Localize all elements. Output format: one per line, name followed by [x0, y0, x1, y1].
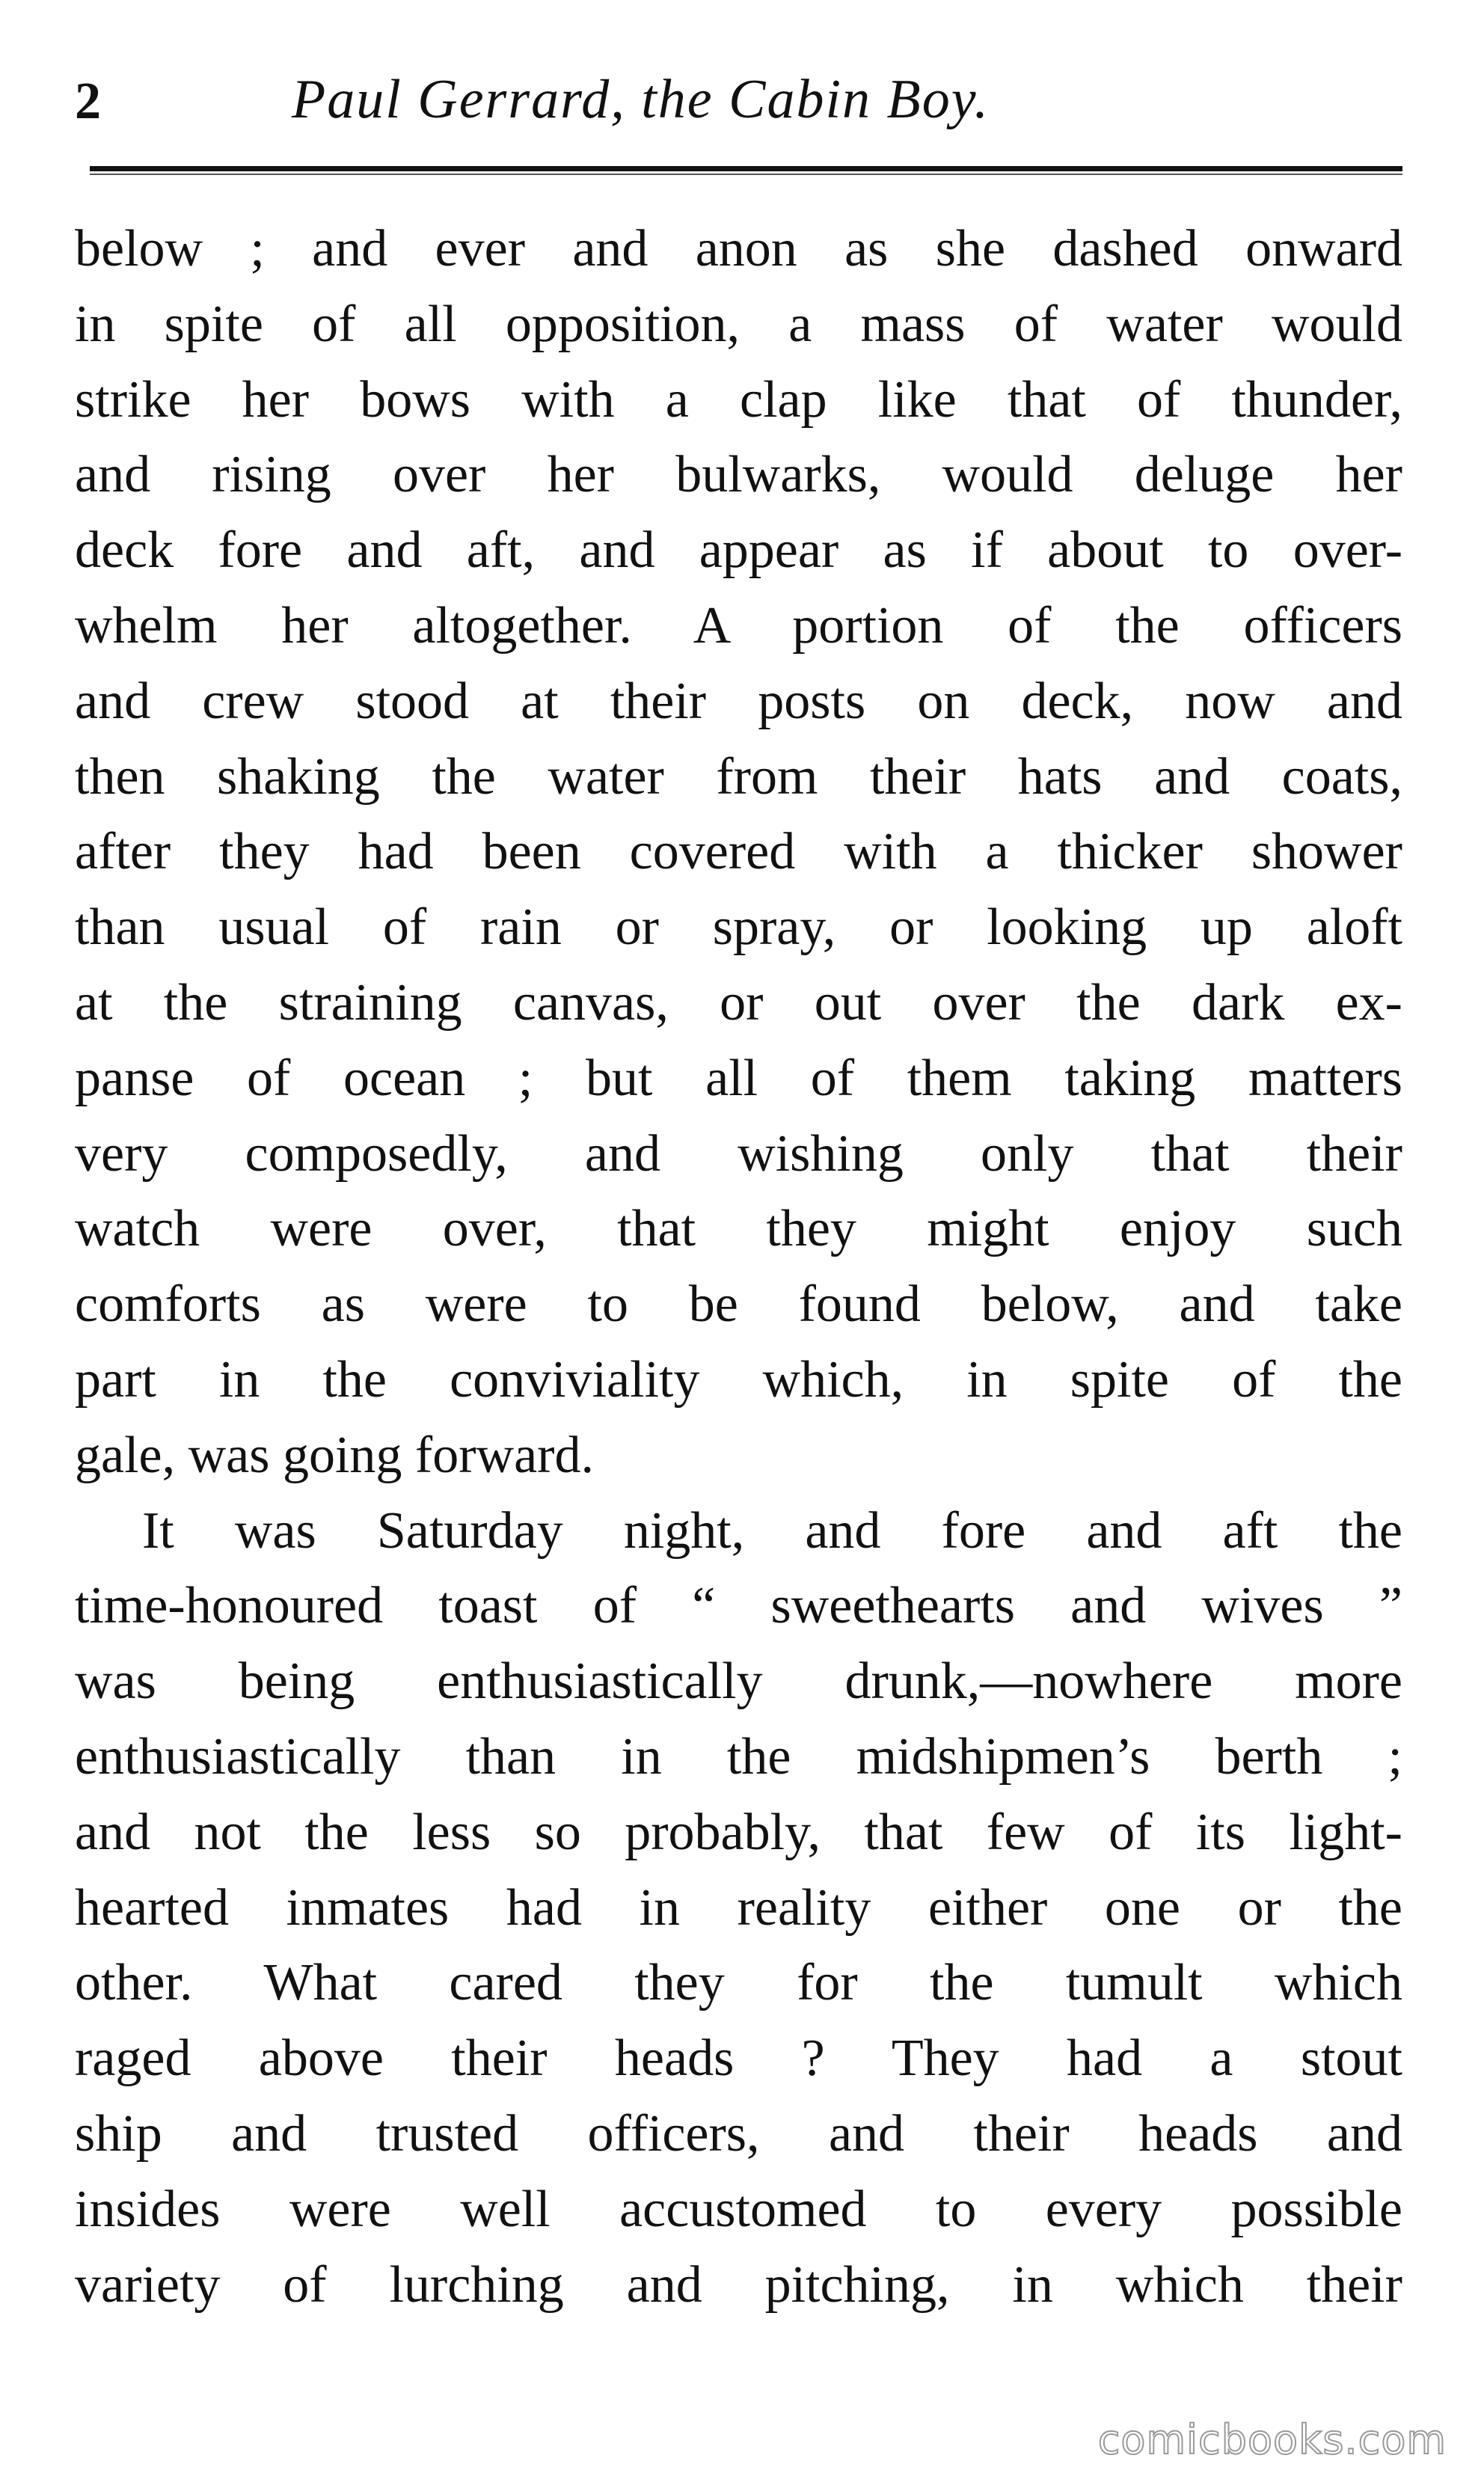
paragraph-2 — [75, 1494, 1402, 2323]
text-line: insides were well accustomed to every possible — [75, 2180, 1402, 2238]
text-line: enthusiastically than in the midshipmen’s berth ; — [75, 1727, 1402, 1786]
text-line: gale, was going forward. — [75, 1426, 594, 1484]
header-rule-thin — [90, 174, 1402, 175]
text-line: It was Saturday night, and fore and aft the — [142, 1501, 1402, 1560]
text-line: below ; and ever and anon as she dashed onward — [75, 220, 1402, 278]
text-line: raged above their heads ? They had a stout — [75, 2029, 1402, 2088]
watermark: comicbooks.com — [1097, 2416, 1447, 2463]
text-line: very composedly, and wishing only that their — [75, 1124, 1402, 1183]
text-line: watch were over, that they might enjoy such — [75, 1200, 1402, 1258]
body-text — [75, 212, 1402, 2323]
text-line: panse of ocean ; but all of them taking matters — [75, 1049, 1402, 1107]
text-line: deck fore and aft, and appear as if about to over- — [75, 521, 1402, 580]
text-line: in spite of all opposition, a mass of water would — [75, 295, 1402, 353]
text-line: then shaking the water from their hats and coats, — [75, 747, 1402, 806]
text-line: was being enthusiastically drunk,—nowhere more — [75, 1652, 1402, 1711]
text-line: after they had been covered with a thicker shower — [75, 823, 1402, 881]
text-line: part in the conviviality which, in spite of the — [75, 1350, 1402, 1409]
text-line: ship and trusted officers, and their heads and — [75, 2104, 1402, 2163]
text-line: whelm her altogether. A portion of the officers — [75, 596, 1402, 655]
text-line: at the straining canvas, or out over the dark ex- — [75, 973, 1402, 1032]
text-line: and crew stood at their posts on deck, now and — [75, 672, 1402, 730]
text-line: other. What cared they for the tumult which — [75, 1954, 1402, 2012]
text-line: and not the less so probably, that few of its light- — [75, 1803, 1402, 1861]
page-header — [75, 58, 1402, 148]
paragraph-1 — [75, 212, 1402, 1494]
text-line: variety of lurching and pitching, in which their — [75, 2255, 1402, 2314]
text-line: strike her bows with a clap like that of thunder, — [75, 370, 1402, 429]
text-line: comforts as were to be found below, and take — [75, 1275, 1402, 1334]
text-line: than usual of rain or spray, or looking up aloft — [75, 898, 1402, 957]
header-rule — [90, 166, 1402, 171]
running-title: Paul Gerrard, the Cabin Boy. — [292, 69, 990, 130]
page-number: 2 — [75, 73, 101, 130]
text-line: and rising over her bulwarks, would deluge her — [75, 446, 1402, 504]
text-line: hearted inmates had in reality either one or the — [75, 1878, 1402, 1937]
text-line: time-honoured toast of “ sweethearts and wives ” — [75, 1577, 1402, 1635]
